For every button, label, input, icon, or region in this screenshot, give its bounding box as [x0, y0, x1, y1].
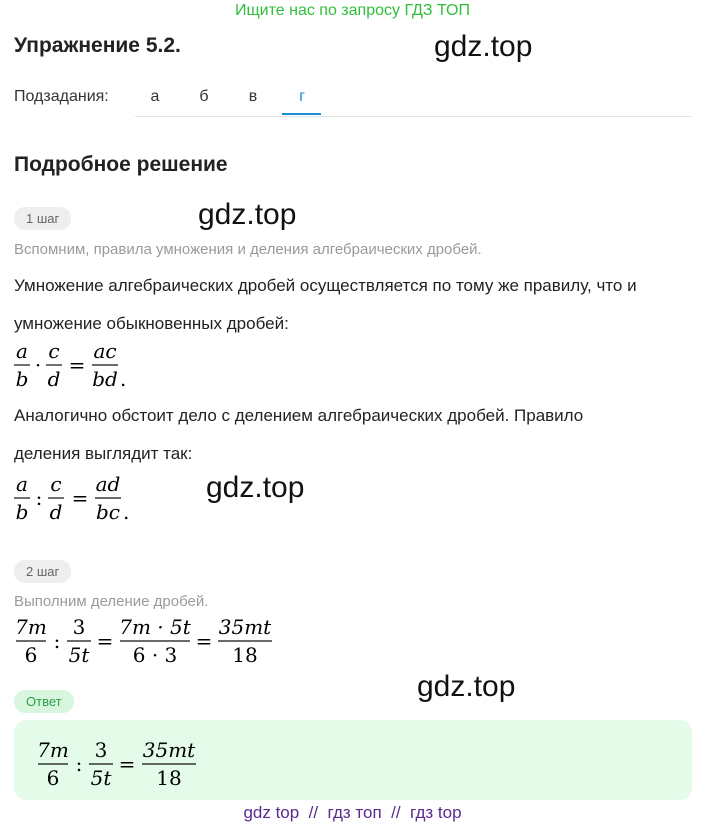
operator: : [53, 629, 61, 653]
numerator: 3 [94, 738, 108, 762]
numerator: c [48, 340, 60, 363]
numerator: 3 [72, 615, 86, 639]
numerator: a [16, 473, 28, 496]
numerator: ad [95, 473, 121, 496]
period: . [120, 367, 127, 391]
denominator: bc [95, 500, 121, 524]
formula-multiplication [14, 340, 164, 396]
step-2-badge: 2 шаг [14, 560, 71, 583]
denominator: d [49, 500, 63, 524]
watermark: gdz.top [198, 198, 297, 231]
formula-division [14, 473, 164, 529]
operator: · [34, 353, 42, 377]
watermark: gdz.top [434, 30, 533, 63]
tab-b[interactable]: б [199, 88, 209, 105]
denominator: 6 [46, 766, 60, 790]
denominator: b [15, 367, 29, 391]
denominator: 6 [24, 643, 38, 667]
numerator: 7m [15, 615, 47, 639]
denominator: 6 · 3 [132, 643, 178, 667]
step-1-text-line: Умножение алгебраических дробей осуществляется по тому же правилу, что и [14, 276, 637, 295]
equals: = [68, 353, 86, 377]
operator: : [35, 486, 43, 510]
numerator: 35mt [142, 738, 196, 762]
answer-box [14, 720, 692, 800]
top-banner: Ищите нас по запросу ГДЗ ТОП [235, 2, 470, 19]
numerator: 7m [37, 738, 69, 762]
tab-v[interactable]: в [248, 88, 258, 105]
watermark: gdz.top [206, 471, 305, 504]
answer-badge: Ответ [14, 690, 74, 713]
denominator: bd [92, 367, 118, 391]
denominator: 5t [68, 643, 90, 667]
step-1-hint: Вспомним, правила умножения и деления алгебраических дробей. [14, 241, 482, 258]
numerator: ac [93, 340, 117, 363]
formula-calculation [14, 612, 284, 670]
step-1-text-line: Аналогично обстоит дело с делением алгебраических дробей. Правило [14, 406, 584, 425]
footer-links: gdz top // гдз топ // гдз top [243, 803, 462, 822]
denominator: b [15, 500, 29, 524]
formula-answer [36, 735, 236, 793]
step-1-text-line: умножение обыкновенных дробей: [14, 314, 289, 333]
numerator: 35mt [218, 615, 272, 639]
exercise-title: Упражнение 5.2. [14, 34, 181, 57]
subtasks-label: Подзадания: [14, 88, 109, 105]
equals: = [118, 752, 136, 776]
denominator: 5t [90, 766, 112, 790]
tab-g[interactable]: г [299, 88, 305, 105]
numerator: 7m · 5t [119, 615, 191, 639]
operator: : [75, 752, 83, 776]
numerator: c [50, 473, 62, 496]
step-1-text-line: деления выглядит так: [14, 444, 193, 463]
denominator: 18 [156, 766, 182, 790]
denominator: d [47, 367, 61, 391]
watermark: gdz.top [417, 670, 516, 703]
solution-heading: Подробное решение [14, 153, 228, 176]
active-tab-indicator [282, 113, 321, 115]
equals: = [71, 486, 89, 510]
numerator: a [16, 340, 28, 363]
equals: = [195, 629, 213, 653]
subtask-tabs [135, 80, 692, 117]
step-1-badge: 1 шаг [14, 207, 71, 230]
equals: = [96, 629, 114, 653]
step-2-hint: Выполним деление дробей. [14, 593, 209, 610]
tab-a[interactable]: а [150, 88, 160, 105]
period: . [123, 500, 130, 524]
denominator: 18 [232, 643, 258, 667]
